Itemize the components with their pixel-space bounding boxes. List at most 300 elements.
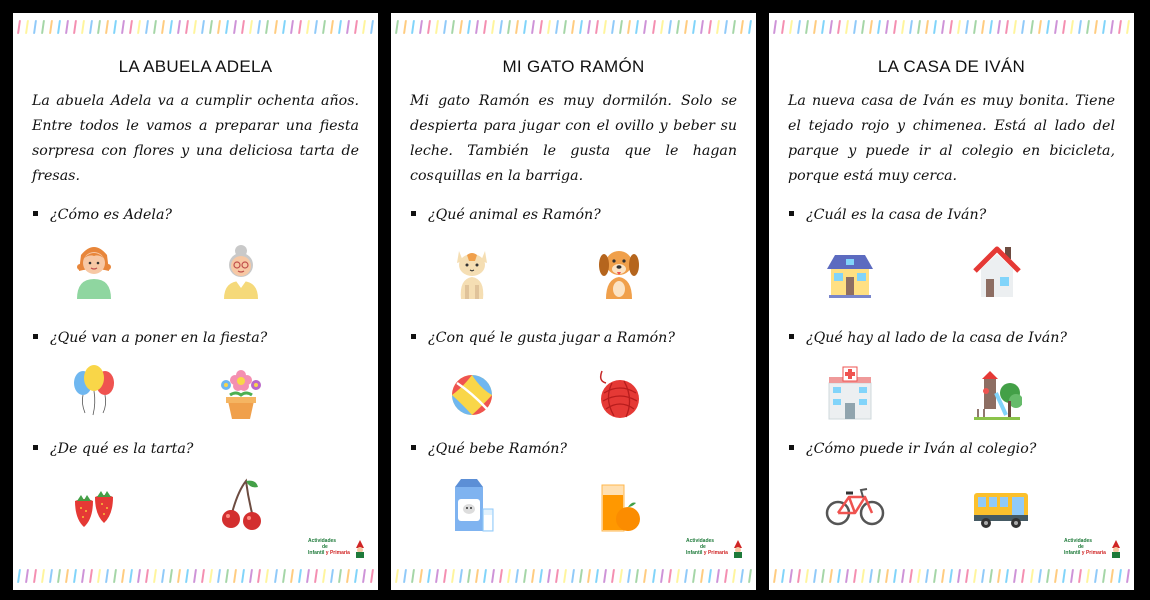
dash-mark [249, 20, 253, 34]
dash-mark [362, 20, 366, 34]
dash-mark [523, 20, 527, 34]
dash-mark [515, 20, 519, 34]
dash-mark [531, 569, 535, 583]
dash-mark [314, 569, 318, 583]
dash-mark [555, 20, 559, 34]
logo-line: Actividades [1064, 538, 1093, 544]
dash-mark [805, 569, 809, 583]
dash-mark [1038, 20, 1042, 34]
question-3 [33, 441, 193, 457]
dash-mark [611, 569, 615, 583]
dash-mark [41, 569, 45, 583]
dash-mark [161, 20, 165, 34]
dash-mark [1030, 569, 1034, 583]
dash-mark [17, 20, 21, 34]
dash-mark [403, 569, 407, 583]
dash-mark [708, 569, 712, 583]
question-3 [411, 441, 567, 457]
dash-mark [475, 569, 479, 583]
dash-mark [829, 569, 833, 583]
bullet-icon [789, 334, 794, 339]
story-text: La nueva casa de Iván es muy bonita. Tiene el tejado rojo y chimenea. Está al lado del parque y puede ir al colegio en bicicleta, porque está muy cerca. [788, 93, 1115, 184]
dash-mark [209, 569, 213, 583]
dash-mark [282, 569, 286, 583]
dash-mark [893, 569, 897, 583]
dash-mark [169, 569, 173, 583]
dash-mark [1013, 569, 1017, 583]
question-text: ¿Cuál es la casa de Iván? [806, 207, 987, 223]
dash-mark [233, 20, 237, 34]
dash-mark [531, 20, 535, 34]
dash-mark [652, 569, 656, 583]
story-text: La abuela Adela va a cumplir ochenta años. Entre todos le vamos a preparar una fiesta sorpresa con flores y una deliciosa tarta de fresas. [32, 93, 359, 184]
site-logo [1064, 538, 1122, 558]
cherries-icon[interactable] [216, 475, 266, 535]
decorative-dashes [396, 568, 751, 584]
dash-mark [619, 569, 623, 583]
dash-mark [781, 20, 785, 34]
logo-line: de [322, 544, 328, 550]
decorative-dashes [18, 19, 373, 35]
dash-mark [941, 20, 945, 34]
gnome-icon [1110, 540, 1122, 558]
dash-mark [635, 569, 639, 583]
dash-mark [57, 569, 61, 583]
dash-mark [869, 569, 873, 583]
dash-mark [121, 20, 125, 34]
dash-mark [603, 20, 607, 34]
question-2 [411, 330, 675, 346]
logo-word: y [325, 550, 329, 556]
red-roof-house-icon[interactable] [972, 241, 1022, 301]
dash-mark [724, 569, 728, 583]
dash-mark [298, 20, 302, 34]
bullet-icon [411, 445, 416, 450]
dash-mark [587, 20, 591, 34]
dash-mark [933, 569, 937, 583]
dash-mark [225, 569, 229, 583]
dash-mark [805, 20, 809, 34]
dash-mark [813, 20, 817, 34]
dash-mark [773, 20, 777, 34]
dash-mark [225, 20, 229, 34]
card-title: MI GATO RAMÓN [502, 57, 645, 76]
question-text: ¿Qué van a poner en la fiesta? [50, 330, 268, 346]
question-1 [33, 207, 172, 223]
dash-mark [1022, 569, 1026, 583]
dash-mark [981, 20, 985, 34]
dash-mark [1022, 20, 1026, 34]
dash-mark [989, 569, 993, 583]
dash-mark [249, 569, 253, 583]
dash-mark [306, 569, 310, 583]
dash-mark [1102, 20, 1106, 34]
cat-icon[interactable] [447, 241, 497, 301]
dash-mark [595, 20, 599, 34]
dash-mark [885, 20, 889, 34]
dash-mark [451, 569, 455, 583]
dash-mark [611, 20, 615, 34]
dash-mark [869, 20, 873, 34]
dash-mark [571, 20, 575, 34]
dash-mark [1054, 569, 1058, 583]
story-text: Mi gato Ramón es muy dormilón. Solo se despierta para jugar con el ovillo y beber su leche. También le gusta que le hagan cosquillas en la barriga. [410, 93, 737, 184]
dash-mark [949, 20, 953, 34]
dash-mark [89, 20, 93, 34]
dash-mark [1110, 569, 1114, 583]
dash-mark [298, 569, 302, 583]
dash-mark [933, 20, 937, 34]
logo-word: Primaria [707, 550, 728, 556]
dash-mark [957, 20, 961, 34]
dash-mark [1030, 20, 1034, 34]
flowers-icon[interactable] [216, 363, 266, 423]
question-text: ¿Qué animal es Ramón? [428, 207, 601, 223]
dash-mark [700, 569, 704, 583]
dash-mark [475, 20, 479, 34]
dash-mark [330, 569, 334, 583]
dash-mark [1054, 20, 1058, 34]
dash-mark [740, 20, 744, 34]
dash-mark [161, 569, 165, 583]
dash-mark [459, 569, 463, 583]
dash-mark [411, 569, 415, 583]
dash-mark [113, 569, 117, 583]
dash-mark [1110, 20, 1114, 34]
dash-mark [789, 20, 793, 34]
dash-mark [724, 20, 728, 34]
question-2 [789, 330, 1067, 346]
dash-mark [571, 569, 575, 583]
beach-ball-icon[interactable] [447, 363, 497, 423]
dog-icon[interactable] [594, 241, 644, 301]
dash-mark [877, 569, 881, 583]
card-title: LA CASA DE IVÁN [877, 57, 1026, 76]
orange-juice-icon[interactable] [594, 475, 644, 535]
dash-mark [435, 20, 439, 34]
dash-mark [507, 569, 511, 583]
dash-mark [925, 20, 929, 34]
dash-mark [73, 569, 77, 583]
gnome-icon [354, 540, 366, 558]
dash-mark [121, 569, 125, 583]
bullet-icon [33, 334, 38, 339]
bullet-icon [33, 211, 38, 216]
dash-mark [451, 20, 455, 34]
gnome-icon [732, 540, 744, 558]
dash-mark [635, 20, 639, 34]
dash-mark [773, 569, 777, 583]
dash-mark [459, 20, 463, 34]
dash-mark [177, 20, 181, 34]
dash-mark [523, 569, 527, 583]
dash-mark [732, 20, 736, 34]
balloons-icon[interactable] [69, 363, 119, 423]
dash-mark [732, 569, 736, 583]
dash-mark [909, 20, 913, 34]
dash-mark [619, 20, 623, 34]
dash-mark [925, 569, 929, 583]
dash-mark [1046, 20, 1050, 34]
dash-mark [1005, 20, 1009, 34]
dash-mark [185, 569, 189, 583]
dash-mark [362, 569, 366, 583]
dash-mark [660, 20, 664, 34]
dash-mark [853, 20, 857, 34]
hospital-icon[interactable] [825, 363, 875, 423]
dash-mark [829, 20, 833, 34]
dash-mark [217, 569, 221, 583]
dash-mark [33, 20, 37, 34]
yarn-ball-icon[interactable] [594, 363, 644, 423]
dash-mark [853, 569, 857, 583]
dash-mark [644, 20, 648, 34]
dash-mark [684, 569, 688, 583]
dash-mark [789, 569, 793, 583]
dash-mark [274, 569, 278, 583]
bullet-icon [411, 334, 416, 339]
dash-mark [579, 569, 583, 583]
dash-mark [595, 569, 599, 583]
dash-mark [957, 569, 961, 583]
school-bus-icon[interactable] [972, 475, 1032, 535]
dash-mark [65, 20, 69, 34]
site-logo [308, 538, 366, 558]
dash-mark [1013, 20, 1017, 34]
dash-mark [354, 569, 358, 583]
dash-mark [684, 20, 688, 34]
dash-mark [861, 569, 865, 583]
dash-mark [346, 569, 350, 583]
dash-mark [338, 20, 342, 34]
dash-mark [257, 20, 261, 34]
dash-mark [25, 569, 29, 583]
dash-mark [965, 569, 969, 583]
dash-mark [193, 20, 197, 34]
dash-mark [901, 20, 905, 34]
dash-mark [185, 20, 189, 34]
dash-mark [241, 569, 245, 583]
dash-mark [579, 20, 583, 34]
dash-mark [306, 20, 310, 34]
question-1 [411, 207, 601, 223]
dash-mark [627, 569, 631, 583]
dash-mark [708, 20, 712, 34]
dash-mark [997, 20, 1001, 34]
dash-mark [885, 569, 889, 583]
dash-mark [290, 569, 294, 583]
bicycle-icon[interactable] [825, 475, 885, 535]
logo-line: Actividades [308, 538, 337, 544]
dash-mark [411, 20, 415, 34]
dash-mark [49, 20, 53, 34]
dash-mark [177, 569, 181, 583]
decorative-dashes [396, 19, 751, 35]
dash-mark [1118, 569, 1122, 583]
dash-mark [33, 569, 37, 583]
dash-mark [1078, 569, 1082, 583]
dash-mark [113, 20, 117, 34]
dash-mark [427, 569, 431, 583]
dash-mark [1046, 569, 1050, 583]
dash-mark [965, 20, 969, 34]
dash-mark [716, 20, 720, 34]
decorative-dashes [774, 19, 1129, 35]
dash-mark [901, 569, 905, 583]
dash-mark [563, 569, 567, 583]
bullet-icon [789, 445, 794, 450]
dash-mark [201, 569, 205, 583]
site-logo [686, 538, 744, 558]
dash-mark [427, 20, 431, 34]
question-text: ¿Qué bebe Ramón? [428, 441, 567, 457]
dash-mark [1086, 569, 1090, 583]
dash-mark [563, 20, 567, 34]
dash-mark [266, 569, 270, 583]
question-text: ¿Con qué le gusta jugar a Ramón? [428, 330, 675, 346]
dash-mark [233, 569, 237, 583]
dash-mark [491, 20, 495, 34]
dash-mark [370, 569, 374, 583]
dash-mark [257, 569, 261, 583]
logo-word: Primaria [329, 550, 350, 556]
dash-mark [241, 20, 245, 34]
park-icon[interactable] [972, 363, 1022, 423]
dash-mark [539, 569, 543, 583]
blue-roof-house-icon[interactable] [825, 241, 875, 301]
dash-mark [81, 20, 85, 34]
dash-mark [973, 569, 977, 583]
dash-mark [483, 569, 487, 583]
dash-mark [1102, 569, 1106, 583]
question-1 [789, 207, 986, 223]
dash-mark [129, 20, 133, 34]
milk-icon[interactable] [447, 475, 497, 535]
dash-mark [322, 569, 326, 583]
logo-line: de [700, 544, 706, 550]
logo-word: Infantil [686, 550, 703, 556]
question-2 [33, 330, 267, 346]
logo-word: Infantil [1064, 550, 1081, 556]
dash-mark [97, 20, 101, 34]
strawberries-icon[interactable] [69, 475, 119, 535]
dash-mark [676, 569, 680, 583]
dash-mark [989, 20, 993, 34]
dash-mark [797, 569, 801, 583]
dash-mark [692, 20, 696, 34]
dash-mark [652, 20, 656, 34]
card-title: LA ABUELA ADELA [118, 57, 273, 76]
logo-line: Actividades [686, 538, 715, 544]
bullet-icon [789, 211, 794, 216]
dash-mark [370, 20, 374, 34]
dash-mark [587, 569, 591, 583]
dash-mark [676, 20, 680, 34]
dash-mark [973, 20, 977, 34]
dash-mark [137, 20, 141, 34]
dash-mark [314, 20, 318, 34]
dash-mark [129, 569, 133, 583]
dash-mark [1070, 569, 1074, 583]
dash-mark [861, 20, 865, 34]
dash-mark [395, 569, 399, 583]
dash-mark [740, 569, 744, 583]
dash-mark [1005, 569, 1009, 583]
dash-mark [89, 569, 93, 583]
dash-mark [97, 569, 101, 583]
dash-mark [403, 20, 407, 34]
dash-mark [41, 20, 45, 34]
dash-mark [105, 20, 109, 34]
logo-word: y [1081, 550, 1085, 556]
dash-mark [837, 20, 841, 34]
dash-mark [1038, 569, 1042, 583]
dash-mark [1118, 20, 1122, 34]
question-text: ¿Qué hay al lado de la casa de Iván? [806, 330, 1067, 346]
dash-mark [917, 569, 921, 583]
dash-mark [25, 20, 29, 34]
dash-mark [145, 569, 149, 583]
dash-mark [443, 20, 447, 34]
dash-mark [169, 20, 173, 34]
dash-mark [322, 20, 326, 34]
dash-mark [813, 569, 817, 583]
dash-mark [627, 20, 631, 34]
dash-mark [507, 20, 511, 34]
dash-mark [949, 569, 953, 583]
dash-mark [821, 20, 825, 34]
dash-mark [145, 20, 149, 34]
dash-mark [1078, 20, 1082, 34]
dash-mark [290, 20, 294, 34]
question-3 [789, 441, 1036, 457]
dash-mark [1070, 20, 1074, 34]
logo-word: y [703, 550, 707, 556]
dash-mark [837, 569, 841, 583]
dash-mark [797, 20, 801, 34]
dash-mark [997, 569, 1001, 583]
story-card-1 [13, 13, 378, 590]
dash-mark [105, 569, 109, 583]
dash-mark [845, 20, 849, 34]
dash-mark [1086, 20, 1090, 34]
dash-mark [153, 569, 157, 583]
dash-mark [668, 20, 672, 34]
logo-line: de [1078, 544, 1084, 550]
dash-mark [821, 569, 825, 583]
girl-icon[interactable] [69, 241, 119, 301]
dash-mark [137, 569, 141, 583]
dash-mark [81, 569, 85, 583]
grandmother-icon[interactable] [216, 241, 266, 301]
dash-mark [395, 20, 399, 34]
dash-mark [1126, 569, 1130, 583]
dash-mark [1062, 20, 1066, 34]
dash-mark [467, 569, 471, 583]
dash-mark [941, 569, 945, 583]
dash-mark [49, 569, 53, 583]
dash-mark [467, 20, 471, 34]
dash-mark [266, 20, 270, 34]
dash-mark [660, 569, 664, 583]
dash-mark [201, 20, 205, 34]
bullet-icon [411, 211, 416, 216]
dash-mark [346, 20, 350, 34]
dash-mark [1126, 20, 1130, 34]
dash-mark [419, 20, 423, 34]
dash-mark [539, 20, 543, 34]
dash-mark [499, 20, 503, 34]
